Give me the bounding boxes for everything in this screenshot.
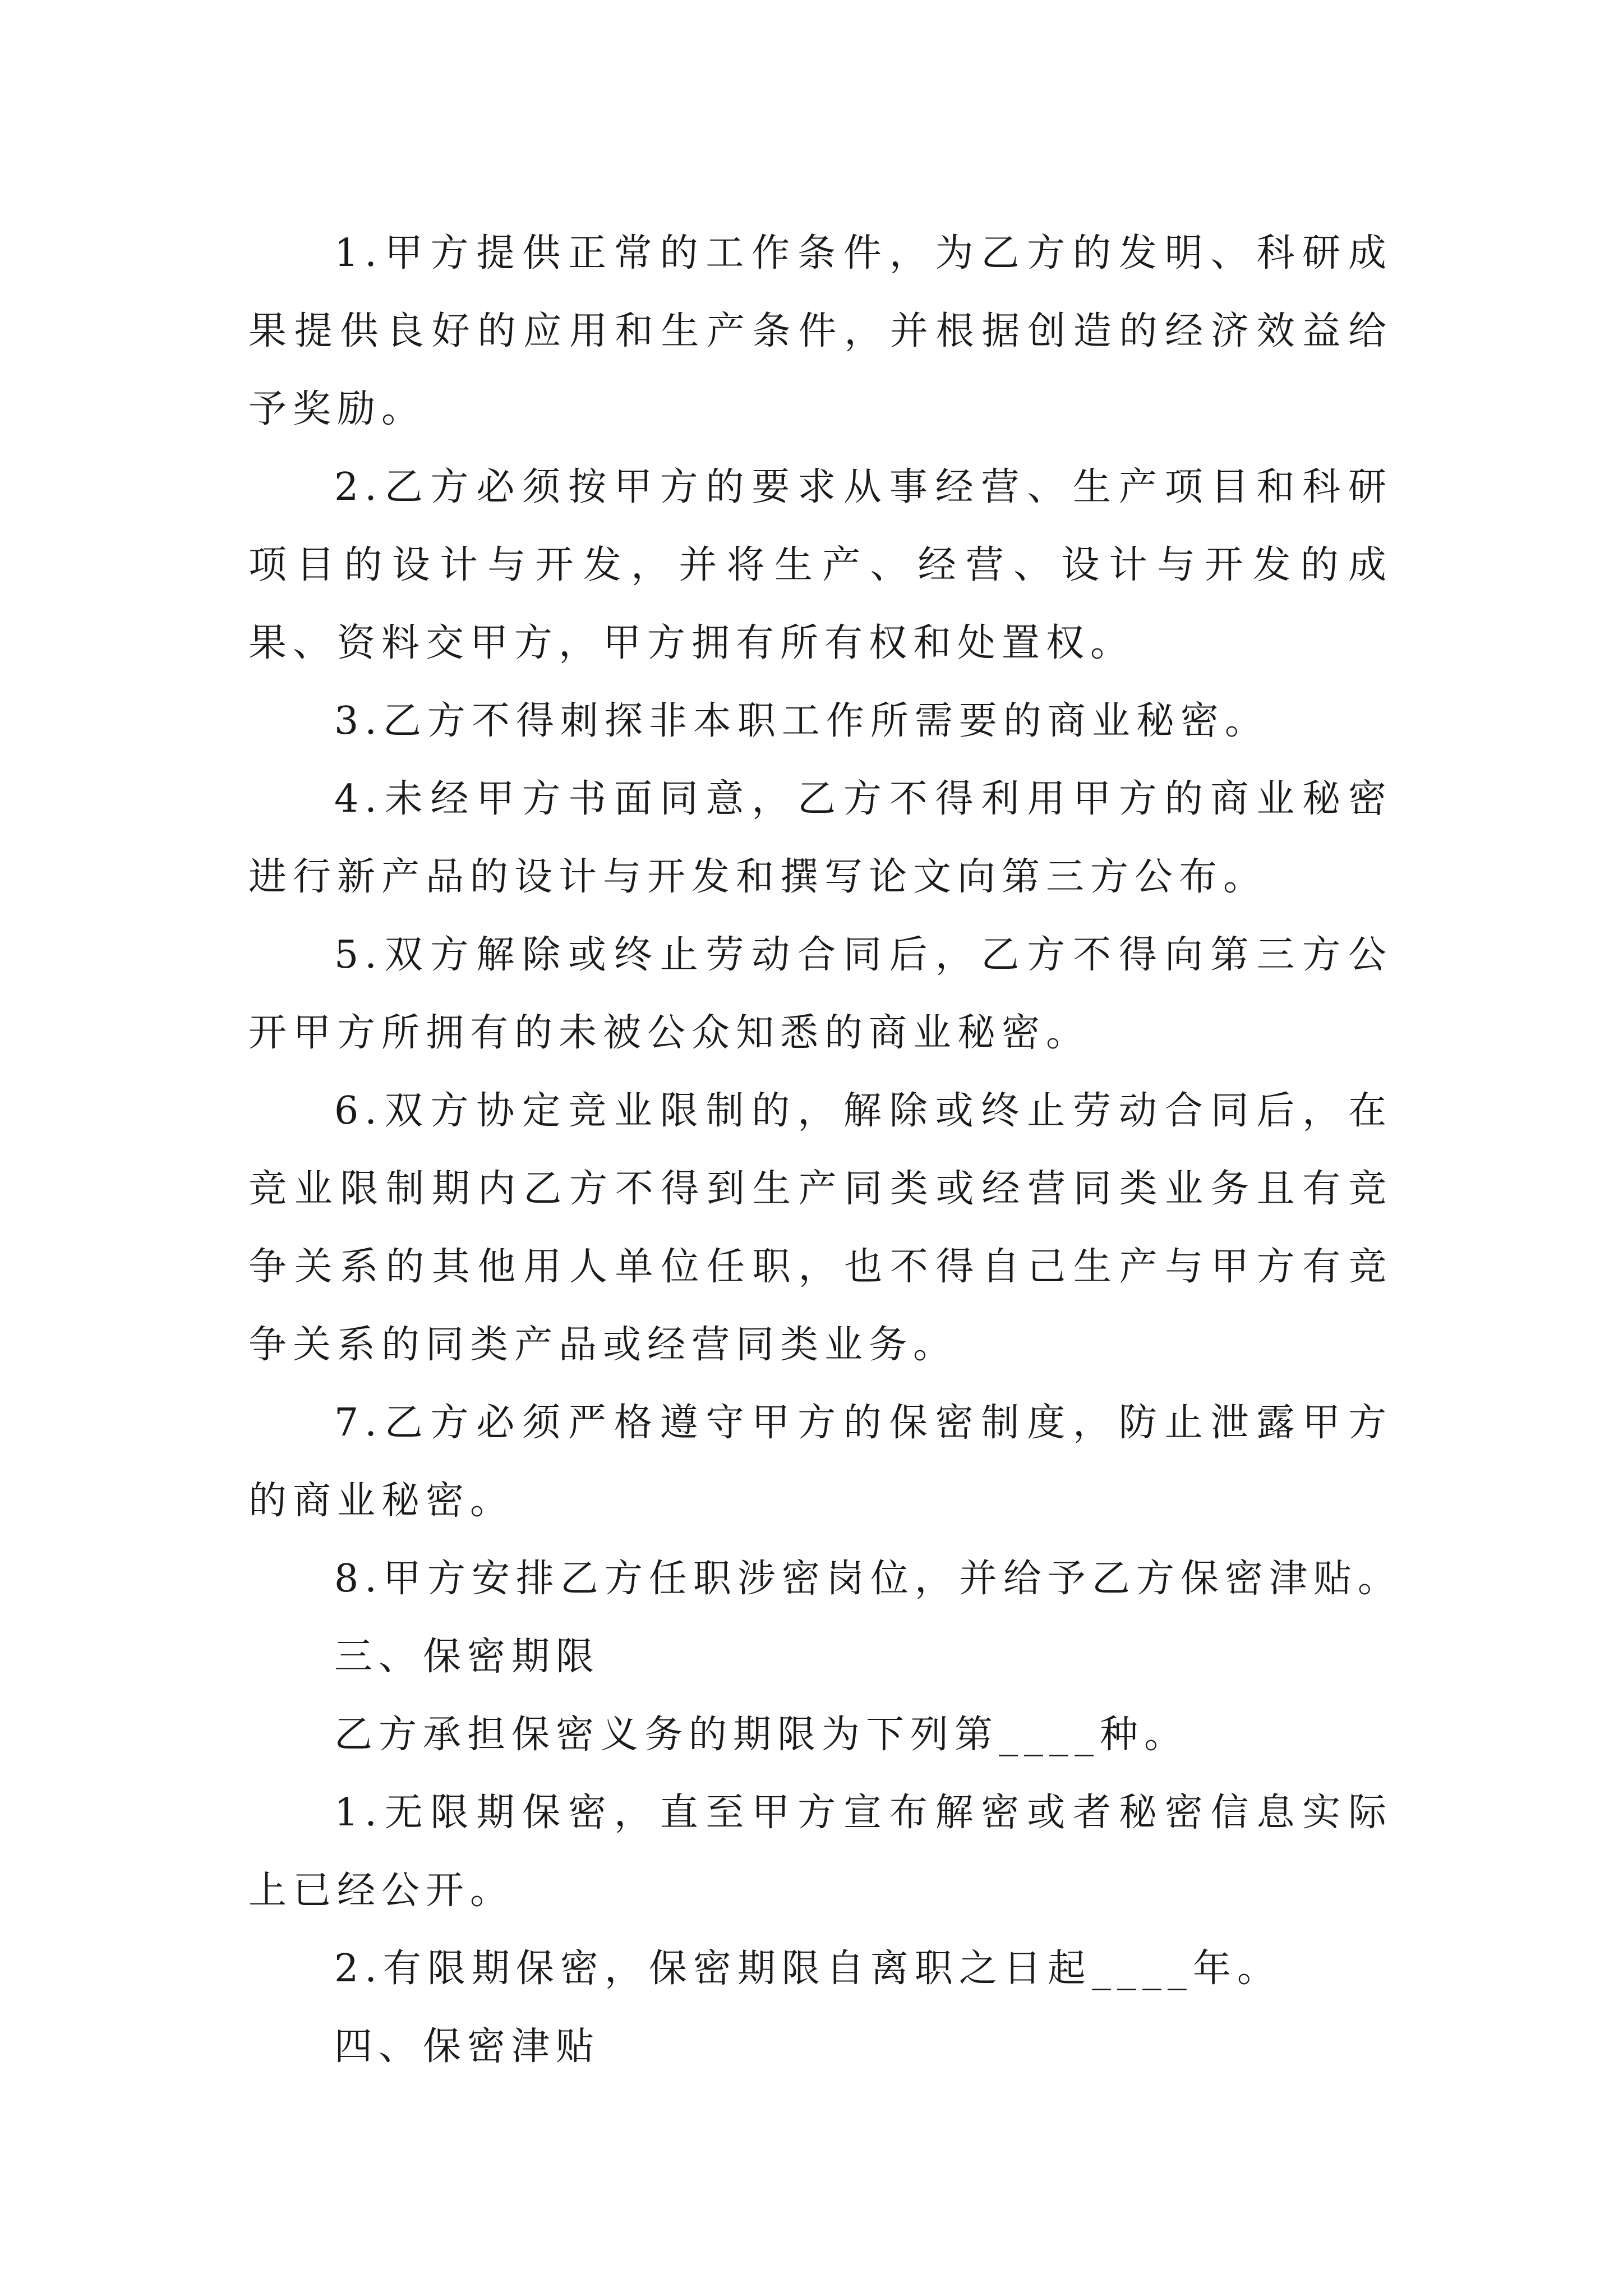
period-option-1: 1.无限期保密，直至甲方宣布解密或者秘密信息实际上已经公开。 bbox=[248, 1791, 1393, 1913]
section-heading-confidentiality-period: 三、保密期限 bbox=[334, 1635, 601, 1679]
period-option-2: 2.有限期保密，保密期限自离职之日起____年。 bbox=[334, 1947, 1281, 1991]
clause-8: 8.甲方安排乙方任职涉密岗位，并给予乙方保密津贴。 bbox=[334, 1557, 1402, 1601]
clause-7: 7.乙方必须严格遵守甲方的保密制度，防止泄露甲方的商业秘密。 bbox=[248, 1401, 1393, 1523]
clause-3: 3.乙方不得刺探非本职工作所需要的商业秘密。 bbox=[334, 699, 1269, 743]
clause-2: 2.乙方必须按甲方的要求从事经营、生产项目和科研项目的设计与开发，并将生产、经营、设计与开发的成果、资料交甲方，甲方拥有所有权和处置权。 bbox=[248, 465, 1393, 665]
document-body bbox=[248, 214, 1402, 2086]
clause-6: 6.双方协定竞业限制的，解除或终止劳动合同后，在竞业限制期内乙方不得到生产同类或经营同类业务且有竞争关系的其他用人单位任职，也不得自己生产与甲方有竞争关系的同类产品或经营同类业务。 bbox=[248, 1089, 1393, 1367]
section-heading-confidentiality-allowance: 四、保密津贴 bbox=[334, 2024, 601, 2069]
clause-4: 4.未经甲方书面同意，乙方不得利用甲方的商业秘密进行新产品的设计与开发和撰写论文向第三方公布。 bbox=[248, 777, 1393, 899]
clause-5: 5.双方解除或终止劳动合同后，乙方不得向第三方公开甲方所拥有的未被公众知悉的商业秘密。 bbox=[248, 933, 1393, 1055]
confidentiality-period-intro: 乙方承担保密义务的期限为下列第____种。 bbox=[334, 1713, 1189, 1757]
clause-1: 1.甲方提供正常的工作条件，为乙方的发明、科研成果提供良好的应用和生产条件，并根据创造的经济效益给予奖励。 bbox=[248, 231, 1393, 431]
